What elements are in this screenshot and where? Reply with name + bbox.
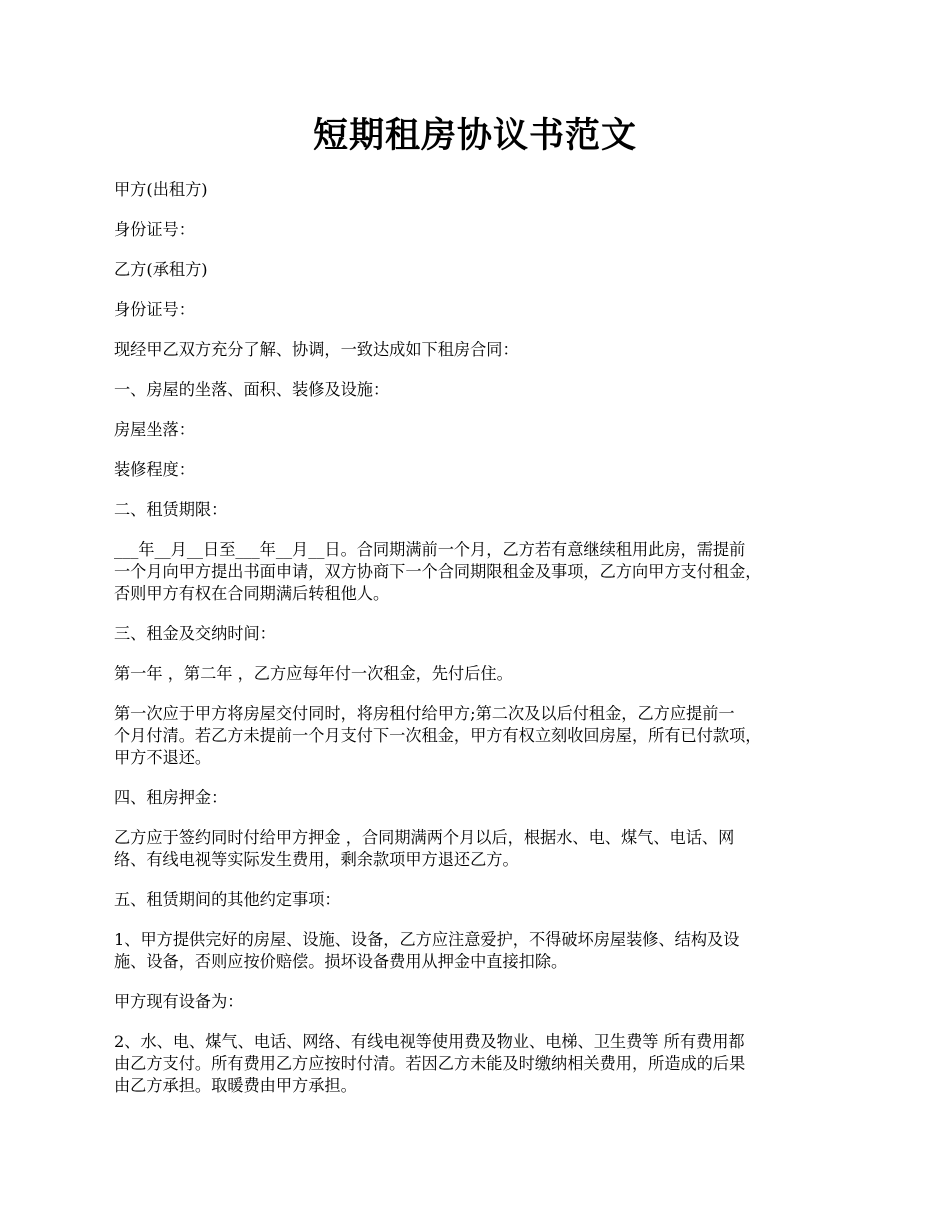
- document-paragraph: [114, 219, 854, 241]
- document-paragraph: [114, 827, 854, 871]
- document-paragraph: [114, 339, 854, 361]
- paragraph-line: 四、租房押金：: [114, 788, 228, 807]
- paragraph-line: 由乙方承担。取暖费由甲方承担。: [114, 1076, 357, 1095]
- paragraph-line: 二、租赁期限：: [114, 500, 228, 519]
- paragraph-line: 五、租赁期间的其他约定事项：: [114, 890, 341, 909]
- paragraph-line: 2、水、电、煤气、电话、网络、有线电视等使用费及物业、电梯、卫生费等 所有费用都: [114, 1032, 745, 1051]
- document-paragraph: [114, 787, 854, 809]
- document-paragraph: [114, 459, 854, 481]
- document-paragraph: [114, 929, 854, 973]
- paragraph-line: 由乙方支付。所有费用乙方应按时付清。若因乙方未能及时缴纳相关费用，所造成的后果: [114, 1054, 746, 1073]
- document-paragraph: [114, 991, 854, 1013]
- paragraph-line: 否则甲方有权在合同期满后转租他人。: [114, 584, 390, 603]
- paragraph-line: 甲方现有设备为：: [114, 992, 244, 1011]
- document-paragraph: [114, 299, 854, 321]
- paragraph-line: 一个月向甲方提出书面申请，双方协商下一个合同期限租金及事项，乙方向甲方支付租金，: [114, 562, 762, 581]
- paragraph-line: 现经甲乙双方充分了解、协调，一致达成如下租房合同：: [114, 340, 519, 359]
- document-paragraph: [114, 703, 854, 769]
- document-paragraph: [114, 259, 854, 281]
- document-paragraph: [114, 1031, 854, 1097]
- document-paragraph: [114, 379, 854, 401]
- paragraph-line: 第一年 ，第二年 ，乙方应每年付一次租金，先付后住。: [114, 664, 513, 683]
- document-paragraph: [114, 419, 854, 441]
- paragraph-line: 甲方(出租方): [114, 180, 208, 199]
- paragraph-line: 房屋坐落：: [114, 420, 195, 439]
- document-title: 短期租房协议书范文: [312, 115, 637, 156]
- document-paragraph: [114, 889, 854, 911]
- paragraph-line: 装修程度：: [114, 460, 195, 479]
- paragraph-line: 身份证号：: [114, 300, 195, 319]
- paragraph-line: 施、设备，否则应按价赔偿。损坏设备费用从押金中直接扣除。: [114, 952, 568, 971]
- paragraph-line: 乙方应于签约同时付给甲方押金 ，合同期满两个月以后，根据水、电、煤气、电话、网: [114, 828, 735, 847]
- document-body: [114, 179, 854, 1115]
- paragraph-line: 络、有线电视等实际发生费用，剩余款项甲方退还乙方。: [114, 850, 519, 869]
- document-paragraph: [114, 663, 854, 685]
- document-paragraph: [114, 499, 854, 521]
- paragraph-line: 身份证号：: [114, 220, 195, 239]
- paragraph-line: 1、甲方提供完好的房屋、设施、设备，乙方应注意爱护，不得破坏房屋装修、结构及设: [114, 930, 740, 949]
- paragraph-line: 第一次应于甲方将房屋交付同时，将房租付给甲方;第二次及以后付租金，乙方应提前一: [114, 704, 735, 723]
- document-paragraph: [114, 179, 854, 201]
- paragraph-line: 甲方不退还。: [114, 748, 212, 767]
- document-paragraph: [114, 539, 854, 605]
- document-paragraph: [114, 623, 854, 645]
- paragraph-line: 乙方(承租方): [114, 260, 208, 279]
- paragraph-line: 一、房屋的坐落、面积、装修及设施：: [114, 380, 390, 399]
- paragraph-line: 个月付清。若乙方未提前一个月支付下一次租金，甲方有权立刻收回房屋，所有已付款项，: [114, 726, 762, 745]
- paragraph-line: 三、租金及交纳时间：: [114, 624, 276, 643]
- paragraph-line: ___年__月__日至___年__月__日。合同期满前一个月，乙方若有意继续租用此房，需提前: [114, 540, 746, 559]
